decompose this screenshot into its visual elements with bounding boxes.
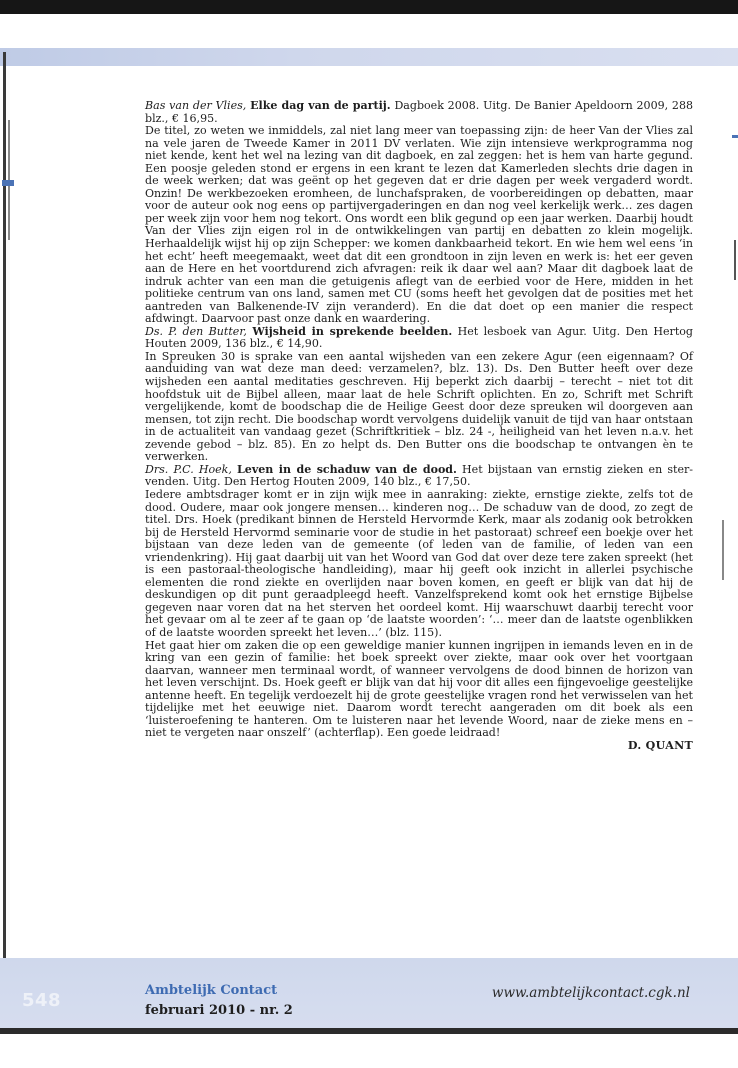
- header-stripe: [0, 48, 738, 66]
- book-author: Drs. P.C. Hoek,: [145, 462, 232, 476]
- review-2: [145, 326, 693, 464]
- book-title: Leven in de schaduw van de dood.: [237, 462, 457, 476]
- magazine-title: Ambtelijk Contact: [145, 983, 278, 998]
- magazine-issue: februari 2010 - nr. 2: [145, 1003, 293, 1018]
- book-details: Het lesboek van Agur. Uitg. Den Hertog Houten 2009, 136 blz., € 14,90.: [145, 324, 693, 351]
- book-author: Ds. P. den Butter,: [145, 324, 247, 338]
- review-3: [145, 464, 693, 740]
- book-details: Het bijstaan van ernstig zieken en stervenden. Uitg. Den Hertog Houten 2009, 140 blz., € 17,50.: [145, 462, 693, 489]
- right-edge-mark: [734, 240, 736, 280]
- book-reference: [145, 464, 693, 489]
- book-title: Elke dag van de partij.: [250, 99, 391, 112]
- book-details: Dagboek 2008. Uitg. De Banier Apeldoorn 2009, 288 blz., € 16,95.: [145, 99, 693, 125]
- left-border: [3, 52, 6, 1032]
- website-link[interactable]: www.ambtelijkcontact.cgk.nl: [491, 985, 690, 1001]
- page-number: 548: [22, 990, 62, 1011]
- article-body: [145, 100, 693, 752]
- bottom-margin: [0, 1034, 738, 1068]
- right-blue-mark: [732, 135, 738, 138]
- book-author: Bas van der Vlies,: [145, 99, 247, 112]
- review-paragraph: Het gaat hier om zaken die op een geweldige manier kunnen ingrijpen in iemands leven en in de kring van een gezin of familie: het boek spreekt over ziekte, maar ook over het voortgaan daarvan, wanneer men terminaal wordt, of wanneer vervolgens de dood binnen de horizon van het leven verschijnt. Ds. Hoek geeft er blijk van dat hij voor dit alles een fijngevoelige geestelijke antenne heeft. En tegelijk verdoezelt hij de grote geestelijke vragen rond het verwisselen van het tijdelijke met het eeuwige niet. Daarom wordt terecht aangeraden om dit boek als een ‘luisteroefening te hanteren. Om te luisteren naar het levende Woord, naar de zieke mens en – niet te vergeten naar onszelf’ (achterflap). Een goede leidraad!: [145, 638, 693, 740]
- review-paragraph: Iedere ambtsdrager komt er in zijn wijk mee in aanraking: ziekte, ernstige ziekte, zelfs tot de dood. Oudere, maar ook jongere mensen… kinderen nog… De schaduw van de dood, zo zegt de titel. Drs. Hoek (predikant binnen de Hersteld Hervormde Kerk, maar als zodanig ook betrokken bij de Hersteld Hervormd seminarie voor de studie in het pastoraat) schreef een boekje over het bijstaan van deze leden van de gemeente (of leden van de familie, of leden van een vriendenkring). Hij gaat daarbij uit van het Woord van God dat over deze tere zaken spreekt (het is een pastoraal-theologische handleiding), maar hij geeft ook inzicht in allerlei psychische elementen die rond ziekte en overlijden naar boven komen, en geeft er blijk van dat hij de deskundigen op dit punt geraadpleegd heeft. Vanzelfsprekend komt ook het ernstige Bijbelse gegeven naar voren dat na het sterven het oordeel komt. Hij waarschuwt daarbij terecht voor het gevaar om al te zeer af te gaan op ‘de laatste woorden’: ‘… meer dan de laatste ogenblikken of de laatste woorden spreekt het leven…’ (blz. 115).: [145, 487, 693, 639]
- review-paragraph: In Spreuken 30 is sprake van een aantal wijsheden van een zekere Agur (een eigennaam? Of aanduiding van wat deze man deed: verzamelen?, blz. 13). Ds. Den Butter heeft over deze wijsheden een aantal meditaties geschreven. Hij beperkt zich daarbij – terecht – niet tot dit hoofdstuk uit de Bijbel alleen, maar laat de hele Schrift oplichten. En zo, Schrift met Schrift vergelijkende, komt de boodschap die de Heilige Geest door deze spreuken wil doorgeven aan mensen, tot zijn recht. Die boodschap wordt vervolgens duidelijk vanuit de tijd van haar ontstaan in de actualiteit van vandaag gezet (Schriftkritiek – blz. 24 -, heiligheid van het leven n.a.v. het zevende gebod – blz. 85). En zo helpt ds. Den Butter ons die boodschap te ontvangen èn te verwerken.: [145, 349, 693, 464]
- book-title: Wijsheid in sprekende beelden.: [252, 324, 453, 338]
- review-1: [145, 100, 693, 326]
- left-blue-mark: [2, 180, 14, 186]
- top-border: [0, 0, 738, 14]
- reviewer-signature: D. QUANT: [627, 738, 693, 752]
- book-reference: [145, 100, 693, 125]
- book-reference: [145, 326, 693, 351]
- right-edge-mark-2: [722, 520, 724, 580]
- review-paragraph: De titel, zo weten we inmiddels, zal niet lang meer van toepassing zijn: de heer Van der Vlies zal na vele jaren de Tweede Kamer in 2011 DV verlaten. Wie zijn intensieve werkprogramma nog niet kende, kent het wel na lezing van dit dagboek, en zal zeggen: het is hem van harte gegund. Een poosje geleden stond er ergens in een krant te lezen dat Kamerleden slechts drie dagen in de week werken; dat was geënt op het gegeven dat er drie dagen per week vergaderd wordt. Onzin! De werkbezoeken eromheen, de lunchafspraken, de voorbereidingen op debatten, maar voor de auteur ook nog eens op partijvergaderingen en dan nog veel kerkelijk werk… zes dagen per week zijn voor hem nog tekort. Ons wordt een blik gegund op een jaar werken. Daarbij houdt Van der Vlies zijn eigen rol in de ontwikkelingen van partij en debatten zo klein mogelijk. Herhaaldelijk wijst hij op zijn Schepper: we komen dankbaarheid tekort. En wie hem wel eens ‘in het echt’ heeft meegemaakt, weet dat dit een grondtoon in zijn leven en werk is: het eer geven aan de Here en het voortdurend zich afvragen: reik ik daar wel aan? Maar dit dagboek laat de indruk achter van een man die getuigenis aflegt van de eerbied voor de Here, midden in het politieke centrum van ons land, samen met CU (soms heeft het gevolgen dat de posities met het aantreden van Balkenende-IV zijn veranderd). En die dat doet op een manier die respect afdwingt. Daarvoor past onze dank en waardering.: [145, 124, 693, 326]
